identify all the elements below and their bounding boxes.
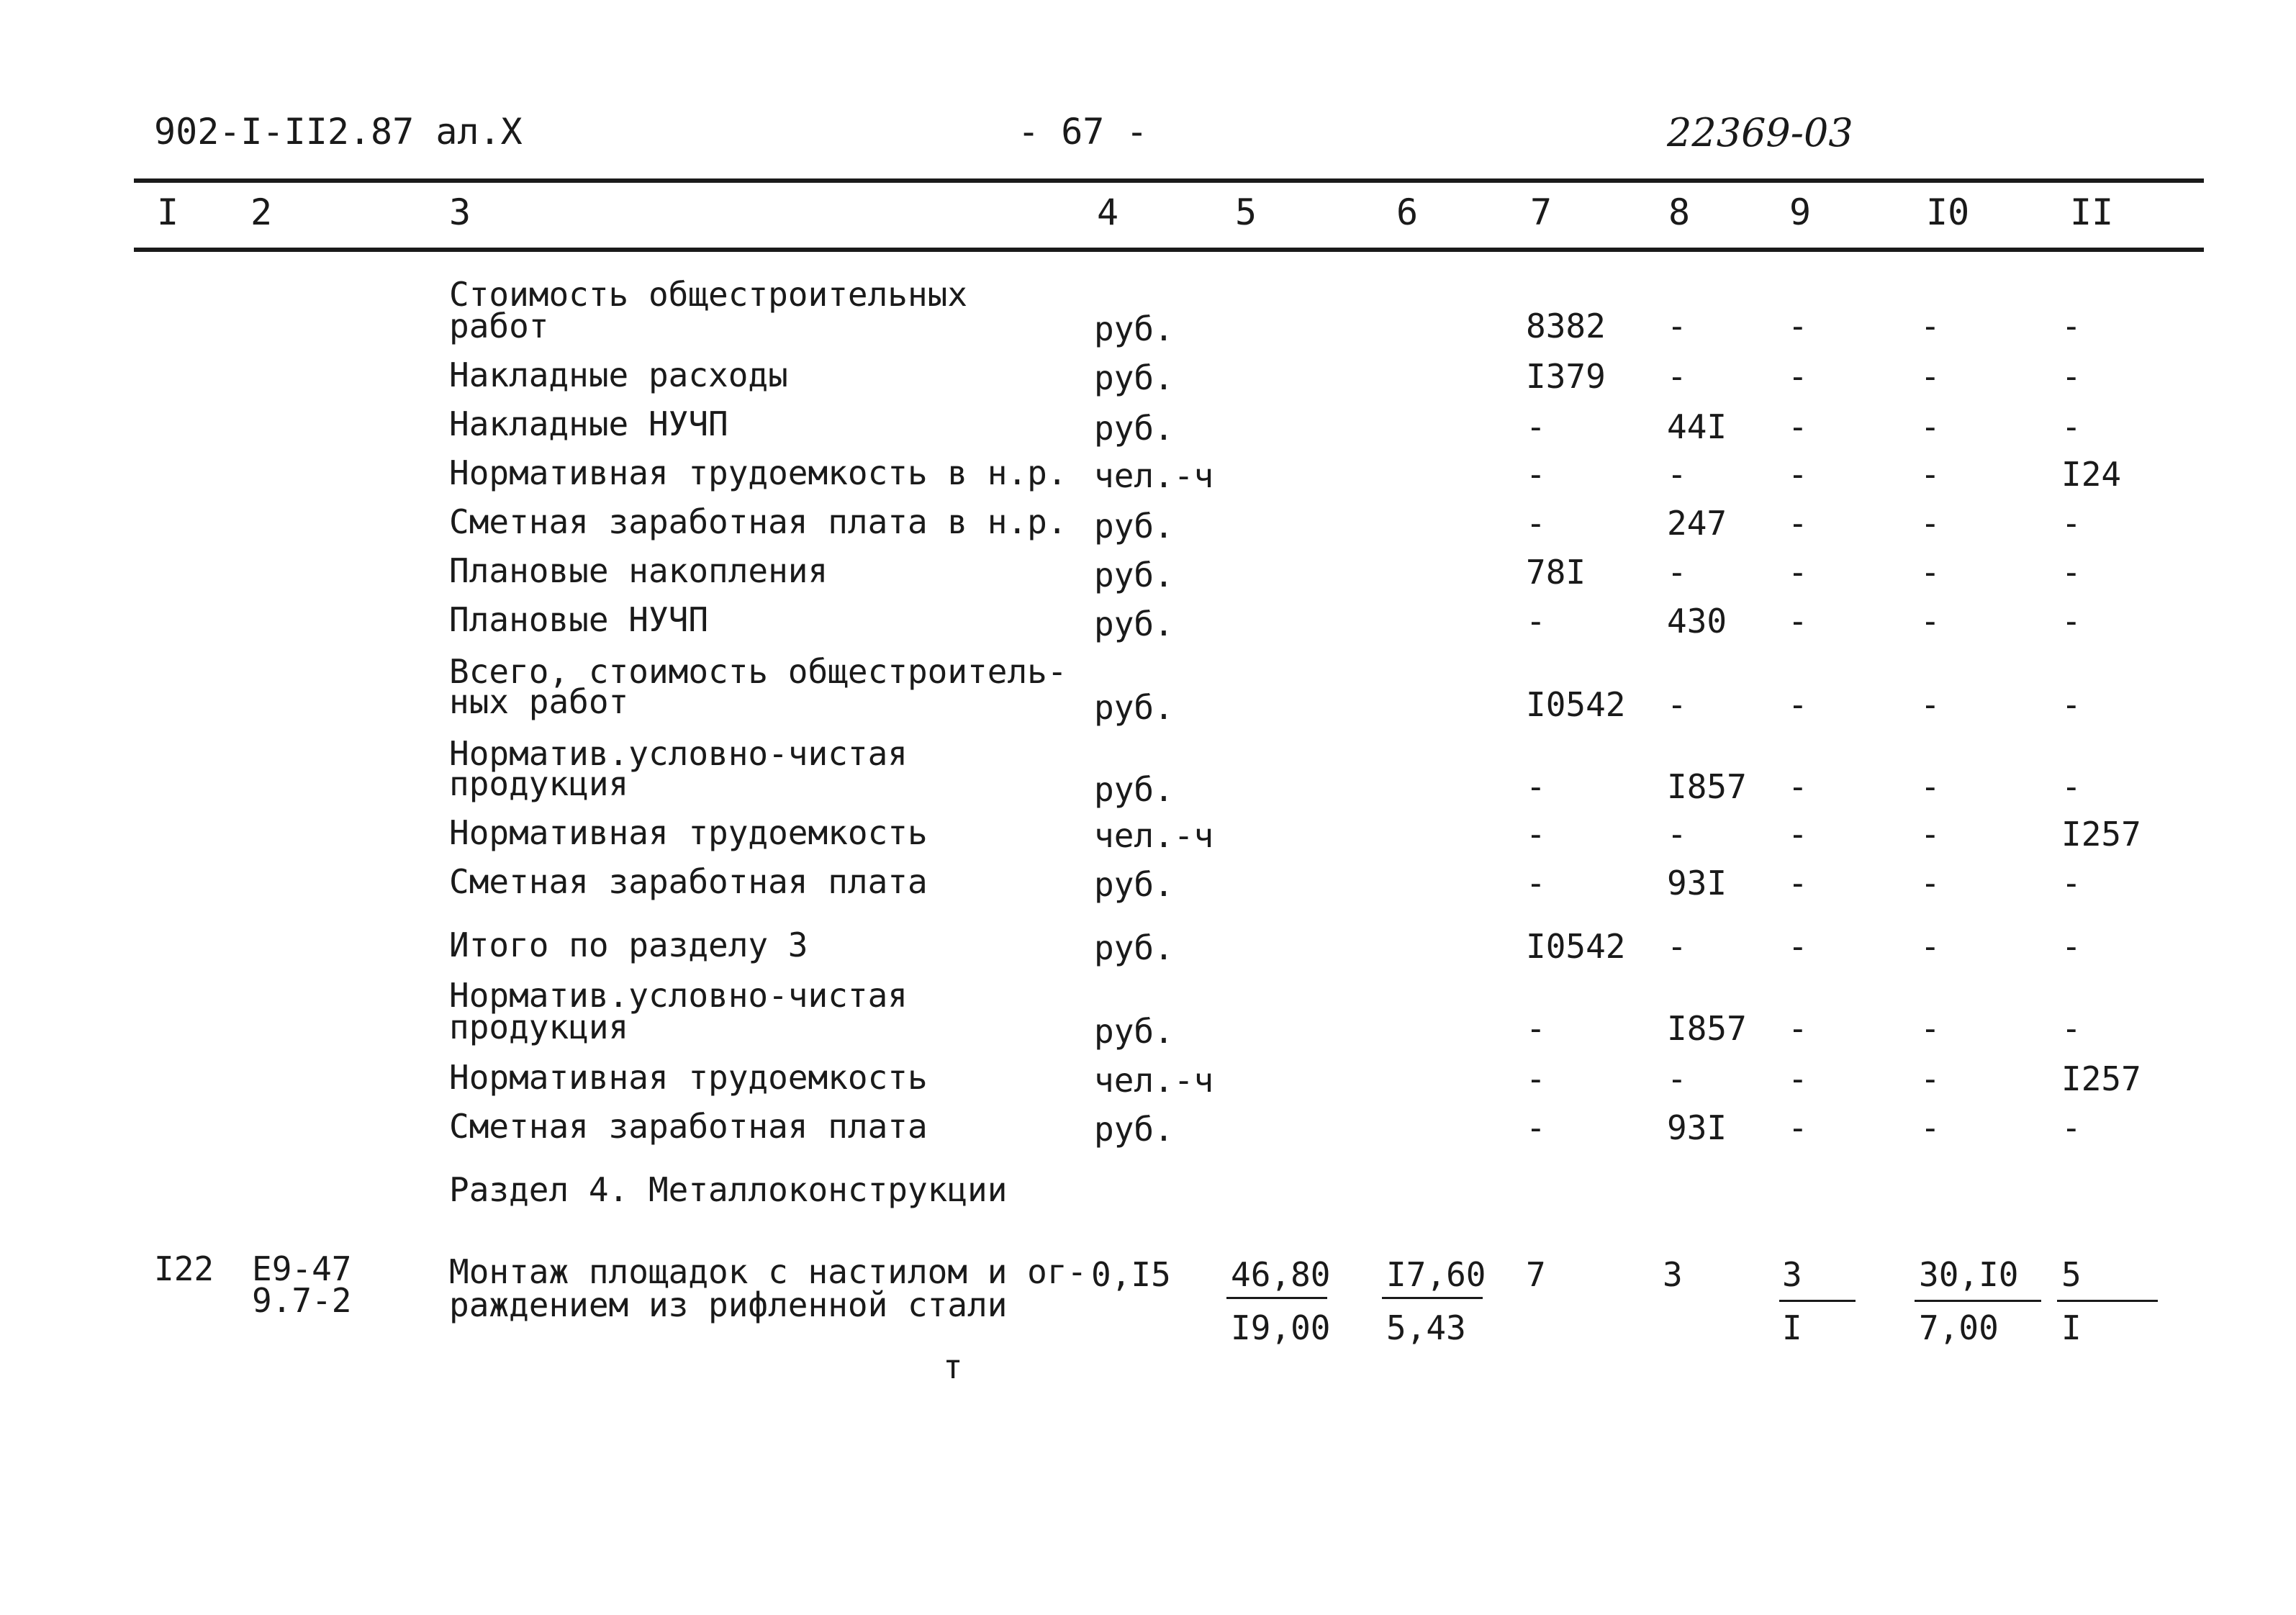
item-col11-numerator: 5 — [2061, 1255, 2082, 1294]
column-header: 2 — [250, 191, 273, 233]
row-description: продукция — [449, 764, 629, 803]
row-col8: I857 — [1667, 767, 1747, 806]
row-unit: руб. — [1094, 865, 1174, 904]
item-col9-numerator: 3 — [1782, 1255, 1802, 1294]
row-unit: руб. — [1094, 556, 1174, 594]
row-description: продукция — [449, 1008, 629, 1046]
row-col10: - — [1920, 307, 1940, 345]
row-col11: - — [2061, 357, 2082, 396]
row-col8: - — [1667, 455, 1687, 494]
row-col7: - — [1526, 767, 1546, 806]
fraction-line — [1382, 1297, 1483, 1299]
column-header: 3 — [449, 191, 471, 233]
row-unit: руб. — [1094, 605, 1174, 643]
row-col10: - — [1920, 553, 1940, 592]
row-col9: - — [1788, 685, 1808, 724]
item-col7: 7 — [1526, 1255, 1546, 1294]
column-header: 7 — [1530, 191, 1552, 233]
row-description: работ — [449, 307, 549, 345]
item-col9-denominator: I — [1782, 1308, 1802, 1347]
document-code: 902-I-II2.87 ал.X — [154, 111, 523, 153]
item-col5-denominator: I9,00 — [1231, 1308, 1331, 1347]
page-number: - 67 - — [1018, 111, 1148, 153]
row-col9: - — [1788, 864, 1808, 902]
column-header: I0 — [1926, 191, 1970, 233]
column-header: 4 — [1097, 191, 1119, 233]
section-title: Раздел 4. Металлоконструкции — [449, 1170, 1008, 1209]
row-col9: - — [1788, 1009, 1808, 1048]
row-col11: - — [2061, 767, 2082, 806]
item-col11-denominator: I — [2061, 1308, 2082, 1347]
row-col11: I257 — [2061, 1059, 2141, 1098]
row-unit: руб. — [1094, 770, 1174, 809]
row-col11: - — [2061, 407, 2082, 446]
row-description: ных работ — [449, 682, 629, 721]
item-quantity: 0,I5 — [1091, 1255, 1171, 1294]
row-description: Нормативная трудоемкость — [449, 813, 928, 852]
row-col11: - — [2061, 685, 2082, 724]
document-number: 22369-03 — [1667, 110, 1853, 155]
row-col7: I0542 — [1526, 685, 1626, 724]
row-col10: - — [1920, 1108, 1940, 1147]
row-col7: - — [1526, 1009, 1546, 1048]
row-col10: - — [1920, 1059, 1940, 1098]
row-col8: 93I — [1667, 864, 1727, 902]
row-unit: руб. — [1094, 507, 1174, 546]
item-col6-denominator: 5,43 — [1386, 1308, 1466, 1347]
row-col9: - — [1788, 815, 1808, 854]
row-col10: - — [1920, 407, 1940, 446]
row-description: Итого по разделу 3 — [449, 926, 808, 964]
item-col6-numerator: I7,60 — [1386, 1255, 1486, 1294]
row-col8: - — [1667, 357, 1687, 396]
fraction-line — [2057, 1300, 2158, 1302]
row-col10: - — [1920, 504, 1940, 543]
row-col9: - — [1788, 307, 1808, 345]
row-col10: - — [1920, 815, 1940, 854]
item-col10-numerator: 30,I0 — [1919, 1255, 2019, 1294]
item-col8: 3 — [1663, 1255, 1683, 1294]
row-col8: - — [1667, 815, 1687, 854]
row-col7: - — [1526, 1108, 1546, 1147]
row-unit: руб. — [1094, 928, 1174, 967]
row-unit: руб. — [1094, 1012, 1174, 1051]
item-number: I22 — [154, 1249, 214, 1288]
row-col10: - — [1920, 685, 1940, 724]
row-col8: - — [1667, 307, 1687, 345]
item-description: Монтаж площадок с настилом и ог- — [449, 1252, 1088, 1291]
row-col7: - — [1526, 864, 1546, 902]
fraction-line — [1226, 1297, 1327, 1299]
row-description: Всего, стоимость общестроитель- — [449, 652, 1067, 691]
row-col7: 8382 — [1526, 307, 1606, 345]
row-col8: - — [1667, 1059, 1687, 1098]
row-unit: чел.-ч — [1094, 1061, 1214, 1100]
column-header: I — [157, 191, 179, 233]
row-col9: - — [1788, 1059, 1808, 1098]
row-col8: - — [1667, 553, 1687, 592]
row-description: Стоимость общестроительных — [449, 275, 968, 314]
row-description: Нормативная трудоемкость — [449, 1058, 928, 1097]
row-col7: - — [1526, 1059, 1546, 1098]
row-description: Плановые накопления — [449, 551, 828, 590]
row-description: Накладные расходы — [449, 356, 788, 394]
row-col10: - — [1920, 357, 1940, 396]
item-col5-numerator: 46,80 — [1231, 1255, 1331, 1294]
row-unit: чел.-ч — [1094, 816, 1214, 855]
row-col11: - — [2061, 864, 2082, 902]
item-col10-denominator: 7,00 — [1919, 1308, 1999, 1347]
row-col11: I24 — [2061, 455, 2122, 494]
row-unit: руб. — [1094, 409, 1174, 448]
table-top-rule — [134, 178, 2204, 183]
row-col7: I379 — [1526, 357, 1606, 396]
column-header: 9 — [1789, 191, 1812, 233]
row-col7: - — [1526, 407, 1546, 446]
column-header: 8 — [1668, 191, 1691, 233]
column-header: 6 — [1396, 191, 1419, 233]
row-col8: 430 — [1667, 602, 1727, 641]
row-description: Норматив.условно-чистая — [449, 734, 908, 773]
row-col11: I257 — [2061, 815, 2141, 854]
row-col8: - — [1667, 927, 1687, 966]
row-col11: - — [2061, 307, 2082, 345]
row-col8: - — [1667, 685, 1687, 724]
fraction-line — [1915, 1300, 2041, 1302]
row-col8: 247 — [1667, 504, 1727, 543]
column-header: 5 — [1235, 191, 1257, 233]
row-description: Накладные НУЧП — [449, 404, 728, 443]
row-col10: - — [1920, 602, 1940, 641]
row-col9: - — [1788, 1108, 1808, 1147]
row-unit: руб. — [1094, 309, 1174, 348]
row-col7: - — [1526, 504, 1546, 543]
row-col7: - — [1526, 815, 1546, 854]
row-col7: I0542 — [1526, 927, 1626, 966]
row-col11: - — [2061, 602, 2082, 641]
row-col7: - — [1526, 602, 1546, 641]
row-col11: - — [2061, 553, 2082, 592]
row-col11: - — [2061, 1009, 2082, 1048]
item-code: Е9-47 — [252, 1249, 352, 1288]
row-description: Сметная заработная плата в н.р. — [449, 502, 1067, 541]
row-col10: - — [1920, 455, 1940, 494]
row-col10: - — [1920, 864, 1940, 902]
row-col10: - — [1920, 767, 1940, 806]
row-col11: - — [2061, 1108, 2082, 1147]
item-code: 9.7-2 — [252, 1281, 352, 1320]
item-description: раждением из рифленной стали — [449, 1285, 1008, 1324]
row-col8: 44I — [1667, 407, 1727, 446]
row-unit: руб. — [1094, 1110, 1174, 1149]
row-description: Нормативная трудоемкость в н.р. — [449, 453, 1067, 492]
row-col7: - — [1526, 455, 1546, 494]
column-header: II — [2070, 191, 2114, 233]
row-col9: - — [1788, 927, 1808, 966]
row-col9: - — [1788, 553, 1808, 592]
row-col9: - — [1788, 357, 1808, 396]
row-description: Сметная заработная плата — [449, 862, 928, 901]
row-col7: 78I — [1526, 553, 1586, 592]
row-unit: руб. — [1094, 358, 1174, 397]
row-col8: I857 — [1667, 1009, 1747, 1048]
row-col9: - — [1788, 602, 1808, 641]
row-col9: - — [1788, 767, 1808, 806]
footer-mark: т — [943, 1347, 963, 1386]
row-col10: - — [1920, 927, 1940, 966]
row-col9: - — [1788, 504, 1808, 543]
row-description: Сметная заработная плата — [449, 1107, 928, 1146]
row-col10: - — [1920, 1009, 1940, 1048]
row-col8: 93I — [1667, 1108, 1727, 1147]
row-col11: - — [2061, 927, 2082, 966]
fraction-line — [1779, 1300, 1856, 1302]
row-description: Плановые НУЧП — [449, 600, 709, 639]
row-unit: руб. — [1094, 688, 1174, 727]
row-col9: - — [1788, 407, 1808, 446]
row-unit: чел.-ч — [1094, 456, 1214, 495]
row-description: Норматив.условно-чистая — [449, 976, 908, 1015]
row-col9: - — [1788, 455, 1808, 494]
row-col11: - — [2061, 504, 2082, 543]
table-header-bottom-rule — [134, 248, 2204, 252]
